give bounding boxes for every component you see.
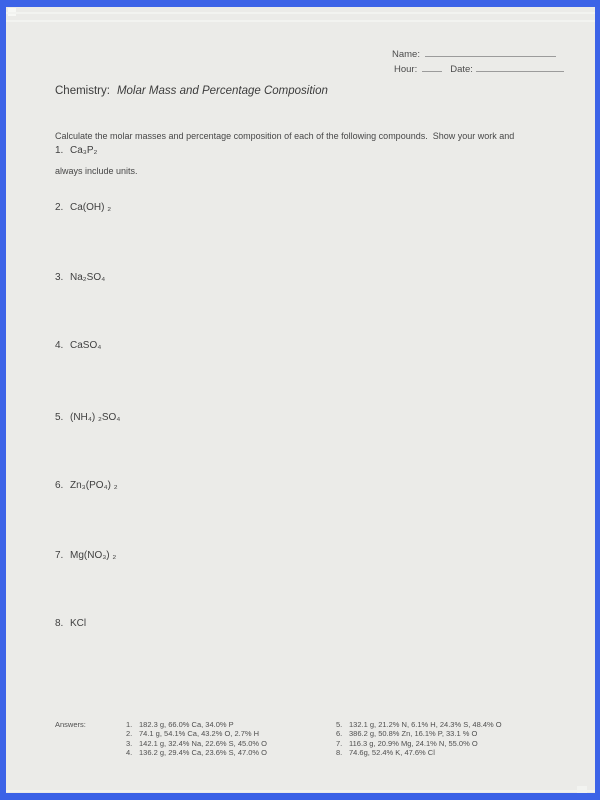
title-subject: Chemistry:	[55, 85, 110, 97]
problem-item-text: Ca₃P₂	[70, 145, 98, 156]
problem-item-number: 5.	[55, 412, 64, 423]
problem-item	[55, 340, 101, 351]
hour-blank-line	[422, 59, 442, 72]
instructions-line-1: Calculate the molar masses and percentage composition of each of the following compounds. Show your work and	[55, 131, 515, 141]
problem-item-number: 7.	[55, 550, 64, 561]
problem-item	[55, 412, 120, 423]
title-topic: Molar Mass and Percentage Composition	[116, 85, 328, 97]
answer-item-number: 2.	[126, 729, 133, 739]
answer-item-text: 182.3 g, 66.0% Ca, 34.0% P	[139, 720, 234, 729]
problem-item-number: 6.	[55, 480, 64, 491]
problem-item	[55, 202, 111, 213]
name-label: Name:	[392, 49, 420, 60]
scan-artifact-square-top-left	[8, 8, 16, 16]
answer-item	[126, 720, 267, 729]
answer-item-text: 136.2 g, 29.4% Ca, 23.6% S, 47.0% O	[139, 748, 267, 758]
answer-item-number: 4.	[126, 748, 133, 758]
instructions-line-2: always include units.	[55, 165, 138, 176]
answers-label: Answers:	[55, 720, 86, 729]
answer-item	[336, 729, 502, 738]
answer-item-text: 74.1 g, 54.1% Ca, 43.2% O, 2.7% H	[139, 729, 260, 739]
hour-date-row	[394, 59, 564, 75]
hour-label: Hour:	[394, 64, 418, 75]
problem-item	[55, 272, 105, 283]
student-name-row	[392, 44, 556, 60]
answer-item-number: 8.	[336, 748, 343, 758]
answer-item-number: 6.	[336, 729, 343, 739]
answer-item	[126, 748, 267, 757]
answer-item-text: 132.1 g, 21.2% N, 6.1% H, 24.3% S, 48.4% O	[349, 720, 502, 729]
date-label: Date:	[450, 64, 473, 75]
name-blank-line	[425, 44, 556, 57]
problem-item-number: 4.	[55, 340, 64, 351]
answer-item-text: 386.2 g, 50.8% Zn, 16.1% P, 33.1 % O	[349, 729, 478, 739]
problem-item-number: 2.	[55, 202, 64, 213]
answer-item	[336, 748, 502, 757]
answer-item	[126, 739, 267, 748]
problem-item-text: Zn₃(PO₄) ₂	[70, 480, 118, 491]
answer-item	[336, 720, 502, 729]
problem-item-text: KCl	[70, 618, 87, 629]
problem-item	[55, 145, 97, 156]
answer-item-number: 5.	[336, 720, 343, 729]
answer-item-number: 1.	[126, 720, 133, 729]
problem-item-text: Mg(NO₃) ₂	[70, 550, 117, 561]
answers-col-1	[126, 720, 267, 758]
answer-item	[336, 739, 502, 748]
problem-item-number: 8.	[55, 618, 64, 629]
answer-item-text: 116.3 g, 20.9% Mg, 24.1% N, 55.0% O	[349, 738, 478, 748]
problems-list	[55, 7, 355, 707]
answer-item-number: 7.	[336, 738, 343, 748]
problem-item-number: 1.	[55, 145, 64, 156]
problem-item-text: (NH₄) ₂SO₄	[70, 412, 121, 423]
date-blank-line	[476, 59, 564, 72]
answer-item-text: 142.1 g, 32.4% Na, 22.6% S, 45.0% O	[139, 738, 267, 748]
answer-item	[126, 729, 267, 738]
problem-item	[55, 550, 116, 561]
scan-artifact-line	[6, 790, 595, 792]
answer-item-number: 3.	[126, 738, 133, 748]
problem-item	[55, 618, 86, 629]
problem-item-number: 3.	[55, 272, 64, 283]
scan-artifact-square-bottom-right	[577, 786, 587, 793]
problem-item-text: Na₂SO₄	[70, 272, 106, 283]
answers-col-2	[336, 720, 502, 758]
problem-item	[55, 480, 118, 491]
problem-item-text: Ca(OH) ₂	[70, 202, 112, 213]
problem-item-text: CaSO₄	[70, 340, 102, 351]
answer-item-text: 74.6g, 52.4% K, 47.6% Cl	[349, 748, 435, 758]
